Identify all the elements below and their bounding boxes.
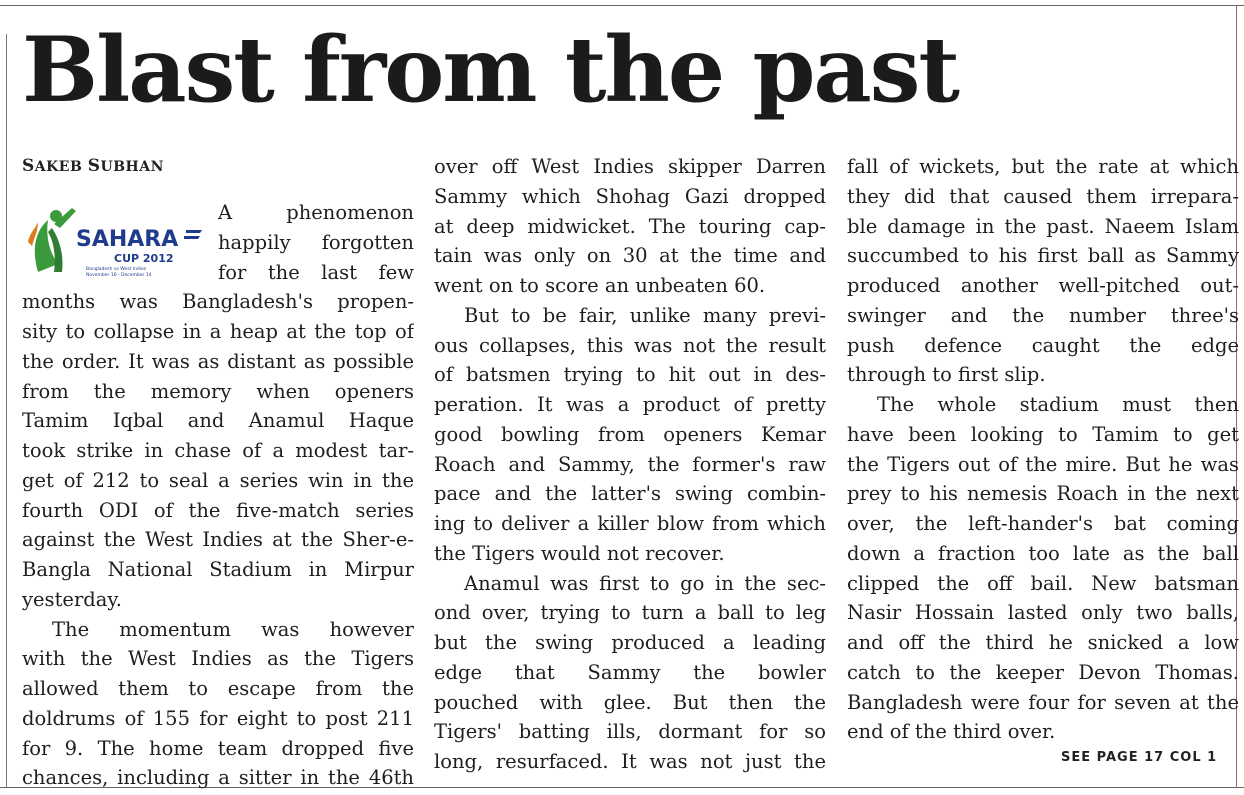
text-line: Tamim Iqbal and Anamul Haque (22, 409, 414, 433)
text-line: ble damage in the past. Naeem Islam (847, 214, 1239, 238)
text-line: catch to the keeper Devon Thomas. (847, 660, 1239, 684)
byline-initial-1: S (22, 156, 35, 176)
text-line: pouched with glee. But then the (434, 690, 826, 714)
byline-initial-2: S (87, 156, 101, 176)
text-line: doldrums of 155 for eight to post 211 (22, 706, 414, 730)
logo-subline-1: Bangladesh vs West Indies (86, 267, 147, 272)
text-line: The whole stadium must then (877, 393, 1239, 416)
text-line: The momentum was however (52, 617, 414, 641)
text-line: against the West Indies at the Sher-e- (22, 528, 414, 552)
text-line: Bangla National Stadium in Mirpur (22, 558, 414, 581)
text-line: chances, including a sitter in the 46th (22, 766, 414, 790)
logo-event: CUP 2012 (114, 252, 174, 265)
text-line: for 9. The home team dropped five (22, 736, 414, 760)
text-line: fall of wickets, but the rate at which (847, 155, 1239, 178)
text-line: allowed them to escape from the (22, 677, 414, 700)
text-line: the Tigers would not recover. (434, 541, 725, 565)
text-line: swinger and the number three's (847, 303, 1239, 327)
text-line: end of the third over. (847, 720, 1056, 744)
text-line: happily forgotten (218, 230, 414, 254)
top-rule (0, 5, 1244, 6)
text-line: Anamul was first to go in the sec- (464, 571, 826, 595)
text-line: yesterday. (22, 587, 122, 611)
text-line: sity to collapse in a heap at the top of (22, 320, 414, 343)
text-line: the Tigers out of the mire. But he was (847, 452, 1239, 476)
text-line: have been looking to Tamim to get (847, 422, 1239, 446)
text-line: ing to deliver a killer blow from which (434, 512, 826, 535)
text-line: the order. It was as distant as possible (22, 349, 414, 373)
headline: Blast from the past (22, 17, 958, 123)
text-line: Sammy which Shohag Gazi dropped (434, 184, 826, 208)
byline-rest-2: UBHAN (100, 159, 164, 175)
text-line: at deep midwicket. The touring cap- (434, 214, 826, 238)
article-column-1 (22, 198, 414, 793)
text-line: down a fraction too late as the ball (847, 541, 1239, 565)
text-line: over off West Indies skipper Darren (434, 155, 826, 178)
text-line: prey to his nemesis Roach in the next (847, 482, 1239, 506)
text-line: fourth ODI of the five-match series (22, 498, 414, 522)
text-line: peration. It was a product of pretty (434, 393, 826, 416)
text-line: But to be fair, unlike many previ- (464, 303, 826, 327)
byline (22, 156, 164, 176)
text-line: over, the left-hander's bat coming (847, 512, 1239, 535)
text-line: took strike in chase of a modest tar- (22, 439, 414, 462)
article-column-2 (434, 152, 826, 777)
text-line: edge that Sammy the bowler (434, 660, 826, 684)
logo-brand: SAHARA (76, 227, 179, 252)
text-line: Roach and Sammy, the former's raw (434, 452, 826, 476)
left-rule (6, 34, 7, 787)
text-line: from the memory when openers (22, 379, 414, 403)
text-line: ond over, trying to turn a ball to leg (434, 601, 826, 625)
text-line: succumbed to his first ball as Sammy (847, 244, 1239, 268)
text-line: for the last few (218, 260, 414, 284)
text-line: but the swing produced a leading (434, 631, 826, 654)
text-line: Tigers' batting ills, dormant for so (434, 720, 826, 744)
text-line: long, resurfaced. It was not just the (434, 750, 826, 773)
text-line: clipped the off bail. New batsman (847, 571, 1239, 595)
byline-rest-1: AKEB (34, 159, 88, 175)
text-line: went on to score an unbeaten 60. (434, 274, 766, 297)
text-line: get of 212 to seal a series win in the (22, 468, 414, 492)
text-line: Nasir Hossain lasted only two balls, (847, 601, 1239, 625)
article-column-3 (847, 152, 1239, 747)
logo-subline-2: November 16 - December 14 (86, 273, 152, 278)
text-line: ous collapses, this was not the result (434, 333, 826, 357)
text-line: good bowling from openers Kemar (434, 422, 826, 446)
text-line: and off the third he snicked a low (847, 631, 1239, 654)
text-line: A phenomenon (218, 201, 414, 224)
continuation-note: SEE PAGE 17 COL 1 (1061, 750, 1218, 765)
text-line: produced another well-pitched out- (847, 274, 1239, 297)
text-line: Bangladesh were four for seven at the (847, 690, 1239, 714)
text-line: pace and the latter's swing combin- (434, 482, 826, 506)
text-line: tain was only on 30 at the time and (434, 244, 826, 268)
text-line: push defence caught the edge (847, 333, 1239, 357)
text-line: they did that caused them irrepara- (847, 184, 1239, 208)
text-line: through to first slip. (847, 363, 1046, 387)
text-line: months was Bangladesh's propen- (22, 290, 414, 314)
text-line: of batsmen trying to hit out in des- (434, 363, 826, 387)
text-line: with the West Indies as the Tigers (22, 647, 414, 671)
